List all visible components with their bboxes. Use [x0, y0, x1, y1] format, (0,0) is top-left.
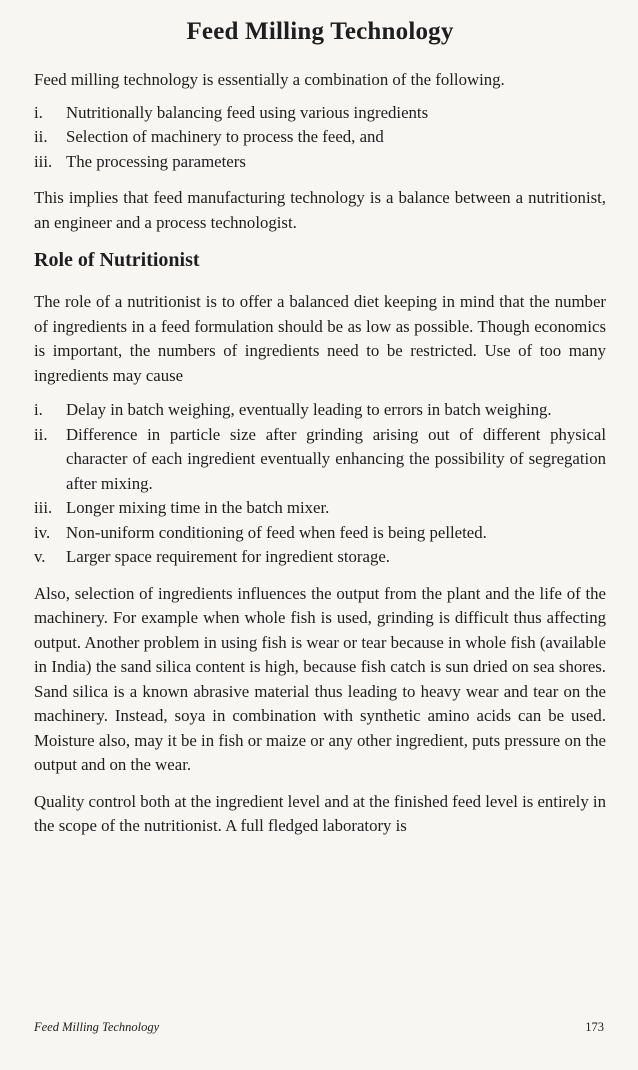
- list-item-text: Larger space requirement for ingredient storage.: [66, 547, 390, 566]
- list-item-text: The processing parameters: [66, 151, 246, 171]
- components-list: [34, 101, 606, 175]
- list-item-text: Nutritionally balancing feed using various ingredients: [66, 102, 429, 122]
- list-item-number: ii.: [34, 424, 48, 444]
- list-item-text: Longer mixing time in the batch mixer.: [66, 498, 330, 517]
- page-title: Feed Milling Technology: [186, 18, 454, 45]
- running-title: Feed Milling Technology: [34, 1020, 160, 1034]
- list-item-text: Delay in batch weighing, eventually leading to errors in batch weighing.: [66, 400, 552, 419]
- list-item-number: i.: [34, 400, 43, 419]
- list-item: [34, 125, 606, 150]
- section-heading: Role of Nutritionist: [34, 249, 200, 271]
- list-item-number: iii.: [34, 498, 53, 517]
- list-item-text: Non-uniform conditioning of feed when feed is being pelleted.: [66, 522, 487, 542]
- nutritionist-role-paragraph: The role of a nutritionist is to offer a balanced diet keeping in mind that the number of ingredients in a feed formulation should be as low as possible. Though economics is important, the numbers of ingredients need to be restricted. Use of too many ingredients may cause: [34, 292, 606, 385]
- problems-list: [34, 398, 606, 570]
- quality-control-paragraph: Quality control both at the ingredient level and at the finished feed level is entirely in the scope of the nutritionist. A full fledged laboratory is: [34, 791, 606, 835]
- list-item: [34, 101, 606, 126]
- ingredient-selection-paragraph: Also, selection of ingredients influences the output from the plant and the life of the machinery. For example when whole fish is used, grinding is difficult thus affecting output. Another problem in using fish is wear or tear because in whole fish (available in India) the sand silica content is high, because fish catch is sun dried on sea shores. Sand silica is a known abrasive material thus leading to heavy wear and tear on the machinery. Instead, soya in combination with synthetic amino acids can be used. Moisture also, may it be in fish or maize or any other ingredient, puts pressure on the output and on the wear.: [34, 583, 606, 774]
- page-body: [34, 18, 606, 839]
- list-item: [34, 545, 606, 570]
- intro-paragraph: Feed milling technology is essentially a combination of the following.: [34, 70, 505, 89]
- list-item: [34, 398, 606, 423]
- page-footer: [34, 1020, 604, 1035]
- list-item-text: Selection of machinery to process the feed, and: [66, 127, 384, 146]
- list-item-number: ii.: [34, 127, 48, 146]
- list-item-number: iii.: [34, 151, 53, 171]
- balance-paragraph: This implies that feed manufacturing technology is a balance between a nutritionist, an engineer and a process technologist.: [34, 188, 606, 232]
- list-item-number: v.: [34, 547, 46, 566]
- list-item-number: i.: [34, 102, 43, 122]
- page-number: 173: [585, 1020, 604, 1034]
- list-item: [34, 423, 606, 497]
- list-item: [34, 496, 606, 521]
- list-item-number: iv.: [34, 522, 51, 542]
- list-item: [34, 150, 606, 175]
- list-item: [34, 521, 606, 546]
- list-item-text: Difference in particle size after grinding arising out of different physical character of each ingredient eventually enhancing the possibility of segregation after mixing.: [66, 424, 606, 493]
